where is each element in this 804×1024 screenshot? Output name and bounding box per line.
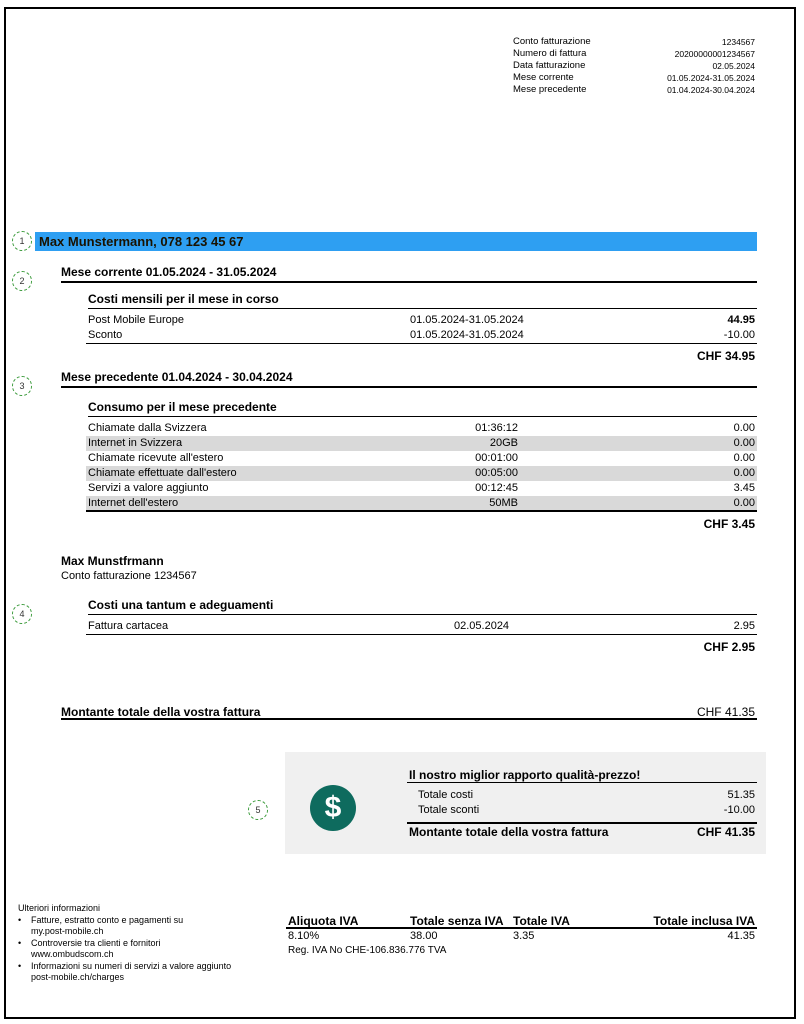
current-month-title: Mese corrente 01.05.2024 - 31.05.2024: [61, 265, 757, 283]
vat-rate: 8.10%: [288, 930, 320, 942]
table-row: Servizi a valore aggiunto 00:12:45 3.45: [88, 482, 755, 494]
promo-discounts-value: -10.00: [723, 804, 755, 816]
divider: [86, 343, 757, 344]
bullet-icon: •: [18, 938, 22, 948]
promo-total-label: Montante totale della vostra fattura: [409, 825, 609, 839]
footer-item: Controversie tra clienti e fornitori www.ombudscom.ch: [31, 938, 161, 959]
promo-costs-label: Totale costi: [418, 789, 474, 801]
promo-total-value: CHF 41.35: [696, 825, 755, 839]
vat-header-net: Totale senza IVA: [410, 914, 504, 928]
marker-4: 4: [12, 604, 32, 624]
bullet-icon: •: [18, 961, 22, 971]
vat-header-vat: Totale IVA: [513, 914, 570, 928]
divider: [407, 822, 757, 824]
table-row: Post Mobile Europe 01.05.2024-31.05.2024 44.95: [88, 314, 755, 326]
previous-month-total: CHF 3.45: [703, 517, 755, 531]
divider: [407, 782, 757, 783]
one-time-subtitle: Costi una tantum e adeguamenti: [88, 598, 757, 615]
vat-gross: 41.35: [727, 930, 755, 942]
page-frame: [4, 7, 796, 1019]
one-time-total: CHF 2.95: [703, 640, 755, 654]
marker-1: 1: [12, 231, 32, 251]
info-row: Mese precedente 01.04.2024-30.04.2024: [513, 84, 755, 95]
divider: [86, 510, 757, 512]
bullet-icon: •: [18, 915, 22, 925]
customer-bar: [35, 232, 757, 251]
promo-discounts-label: Totale sconti: [418, 804, 480, 816]
usage-subtitle: Consumo per il mese precedente: [88, 400, 757, 417]
table-row: Internet in Svizzera 20GB 0.00: [88, 437, 755, 449]
marker-5: 5: [248, 800, 268, 820]
footer-item: Fatture, estratto conto e pagamenti su my.post-mobile.ch: [31, 915, 184, 936]
info-row: Mese corrente 01.05.2024-31.05.2024: [513, 72, 755, 83]
vat-amount: 3.35: [513, 930, 535, 942]
promo-costs-value: 51.35: [727, 789, 755, 801]
customer-name-phone: Max Munstermann, 078 123 45 67: [39, 234, 244, 249]
table-row: Sconto 01.05.2024-31.05.2024 -10.00: [88, 329, 755, 341]
table-row: Internet dell'estero 50MB 0.00: [88, 497, 755, 509]
vat-net: 38.00: [410, 930, 438, 942]
previous-month-title: Mese precedente 01.04.2024 - 30.04.2024: [61, 370, 757, 388]
dollar-icon: $: [310, 785, 356, 831]
table-row: Chiamate effettuate dall'estero 00:05:00 0.00: [88, 467, 755, 479]
table-row: Chiamate dalla Svizzera 01:36:12 0.00: [88, 422, 755, 434]
promo-box: [285, 752, 766, 854]
account-number: Conto fatturazione 1234567: [61, 570, 197, 582]
table-row: Chiamate ricevute all'estero 00:01:00 0.00: [88, 452, 755, 464]
current-month-total: CHF 34.95: [696, 349, 755, 363]
vat-registration: Reg. IVA No CHE-106.836.776 TVA: [288, 945, 447, 956]
divider: [286, 927, 757, 929]
info-row: Numero di fattura 20200000001234567: [513, 48, 755, 59]
vat-header-rate: Aliquota IVA: [288, 914, 359, 928]
monthly-costs-subtitle: Costi mensili per il mese in corso: [88, 292, 757, 309]
invoice-total-label: Montante totale della vostra fattura: [61, 705, 261, 719]
vat-header-gross: Totale inclusa IVA: [653, 914, 755, 928]
invoice-total-value: CHF 41.35: [696, 705, 755, 719]
footer-item: Informazioni su numeri di servizi a valore aggiunto post-mobile.ch/charges: [31, 961, 232, 982]
table-row: Fattura cartacea 02.05.2024 2.95: [88, 620, 755, 632]
divider: [61, 718, 757, 720]
info-row: Conto fatturazione 1234567: [513, 36, 755, 47]
marker-2: 2: [12, 271, 32, 291]
footer-heading: Ulteriori informazioni: [18, 903, 101, 913]
divider: [86, 634, 757, 635]
account-holder-name: Max Munstfrmann: [61, 554, 164, 568]
info-row: Data fatturazione 02.05.2024: [513, 60, 755, 71]
marker-3: 3: [12, 376, 32, 396]
promo-title: Il nostro miglior rapporto qualità-prezzo!: [409, 768, 641, 782]
